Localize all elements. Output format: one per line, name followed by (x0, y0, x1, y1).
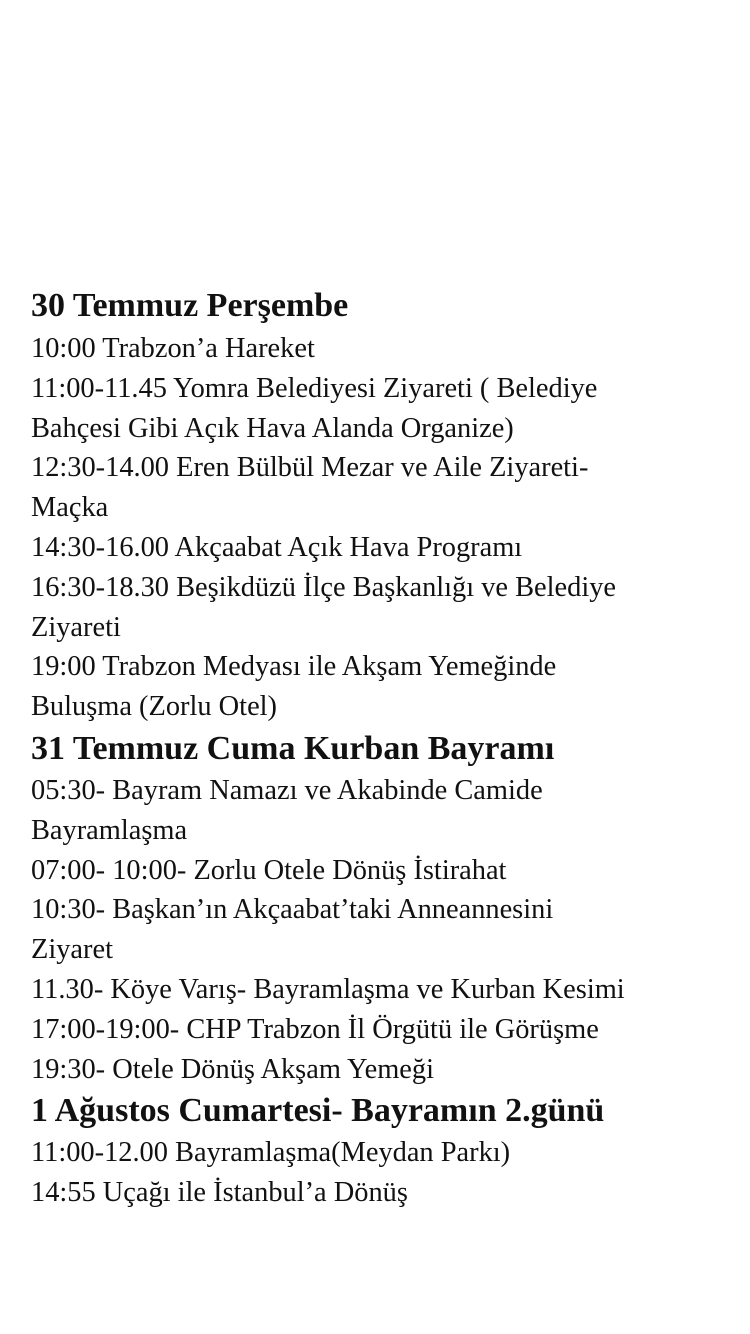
schedule-line: Maçka (31, 492, 109, 524)
schedule-line: 12:30-14.00 Eren Bülbül Mezar ve Aile Ziyareti- (31, 452, 589, 484)
schedule-line: Ziyareti (31, 611, 121, 643)
schedule-line: 19:00 Trabzon Medyası ile Akşam Yemeğinde (31, 651, 557, 683)
day-heading-31-temmuz: 31 Temmuz Cuma Kurban Bayramı (31, 729, 555, 767)
day-heading-30-temmuz: 30 Temmuz Perşembe (31, 287, 349, 324)
schedule-line: 11.30- Köye Varış- Bayramlaşma ve Kurban Kesimi (31, 973, 625, 1005)
schedule-line: 14:30-16.00 Akçaabat Açık Hava Programı (31, 531, 523, 563)
schedule-line: 17:00-19:00- CHP Trabzon İl Örgütü ile Görüşme (31, 1013, 599, 1045)
schedule-line: 07:00- 10:00- Zorlu Otele Dönüş İstirahat (31, 854, 507, 886)
schedule-line: Buluşma (Zorlu Otel) (31, 691, 278, 723)
schedule-line: Ziyaret (31, 934, 113, 966)
schedule-line: 05:30- Bayram Namazı ve Akabinde Camide (31, 774, 543, 806)
schedule-line: 19:30- Otele Dönüş Akşam Yemeği (31, 1053, 434, 1085)
schedule-line: 10:30- Başkan’ın Akçaabat’taki Anneannesini (31, 894, 554, 926)
schedule-line: 14:55 Uçağı ile İstanbul’a Dönüş (31, 1177, 408, 1209)
schedule-document (31, 283, 746, 1213)
day-heading-1-agustos: 1 Ağustos Cumartesi- Bayramın 2.günü (31, 1092, 605, 1130)
schedule-line: Bayramlaşma (31, 814, 188, 846)
schedule-line: 11:00-12.00 Bayramlaşma(Meydan Parkı) (31, 1137, 511, 1169)
schedule-line: Bahçesi Gibi Açık Hava Alanda Organize) (31, 412, 514, 444)
schedule-line: 16:30-18.30 Beşikdüzü İlçe Başkanlığı ve Belediye (31, 571, 617, 603)
schedule-line: 10:00 Trabzon’a Hareket (31, 333, 315, 364)
schedule-line: 11:00-11.45 Yomra Belediyesi Ziyareti ( Belediye (31, 372, 598, 404)
